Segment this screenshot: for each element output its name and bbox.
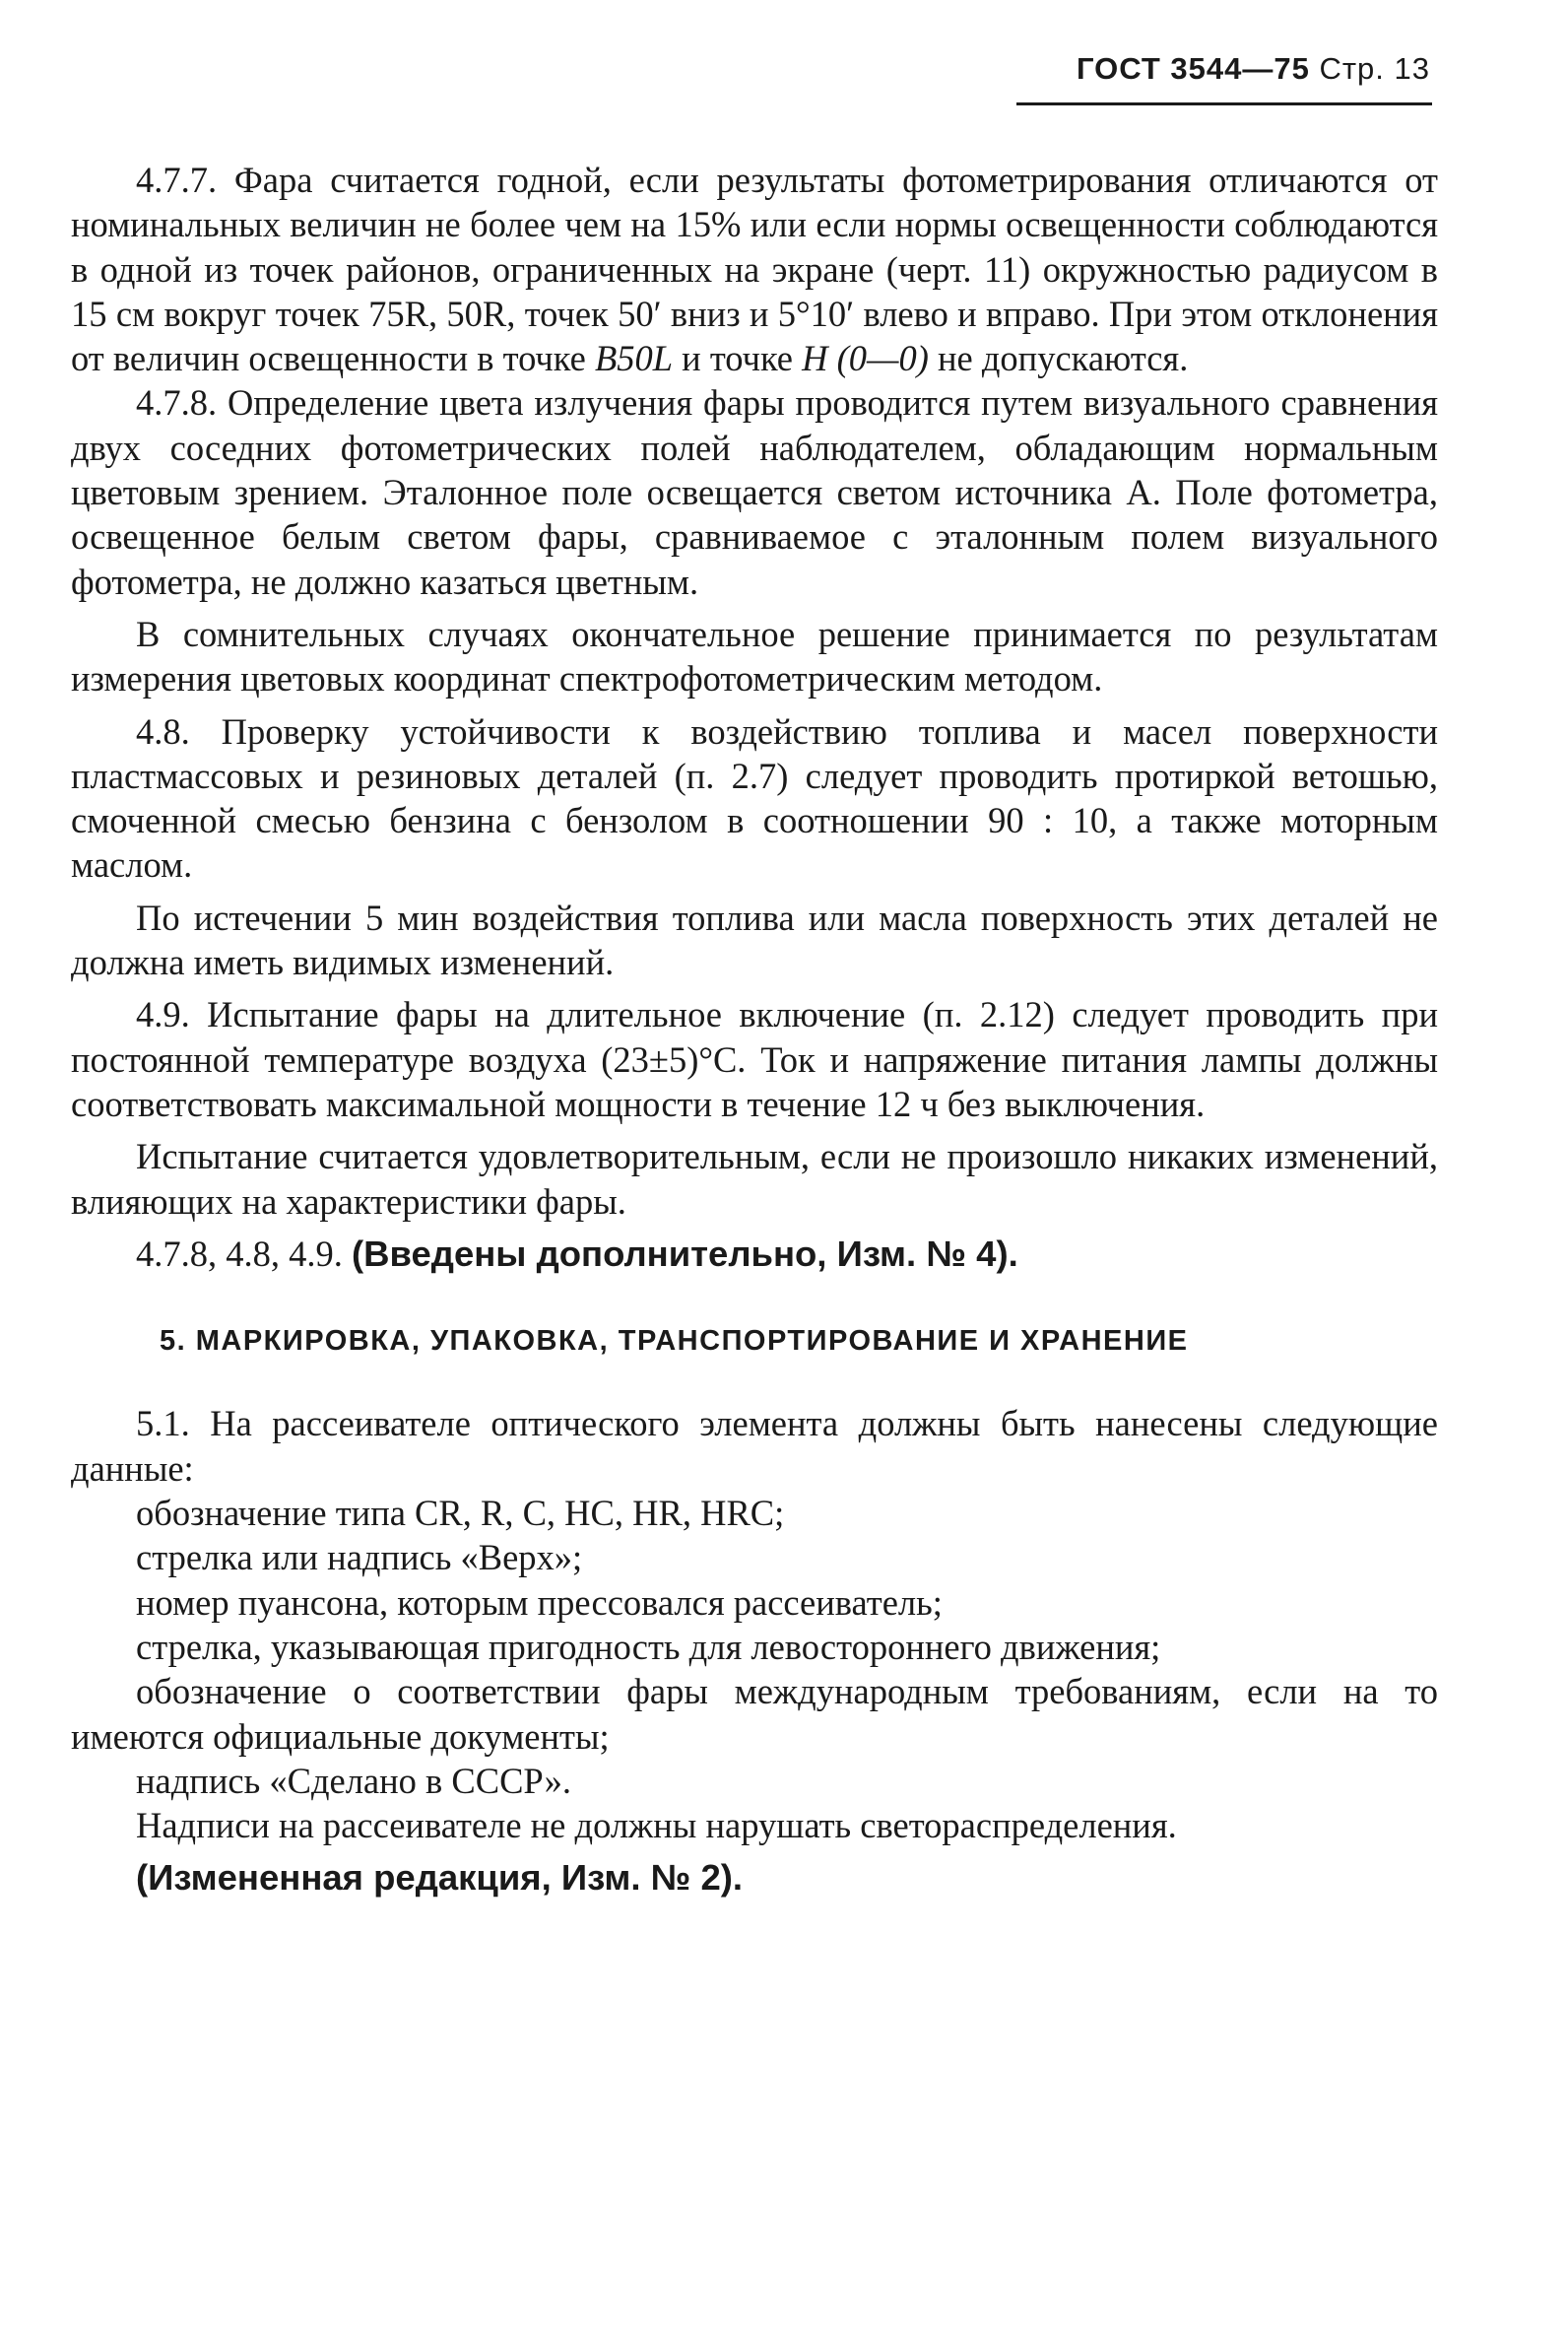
paragraph-4-8: 4.8. Проверку устойчивости к воздействию топлива и масел поверхности пластмассовых и резиновых деталей (п. 2.7) следует проводить протиркой ветошью, смоченной смесью бензина с бензолом в соотношении 90 : 10, а также моторным маслом. xyxy=(71,710,1438,886)
amendment-ref: 4.7.8, 4.8, 4.9. xyxy=(136,1233,343,1274)
list-item: номер пуансона, которым прессовался рассеиватель; xyxy=(136,1581,943,1623)
paragraph-4-8-continued: По истечении 5 мин воздействия топлива или масла поверхность этих деталей не должна иметь видимых изменений. xyxy=(71,897,1438,983)
amendment-text: (Введены дополнительно, Изм. № 4). xyxy=(352,1233,1018,1274)
list-item: обозначение о соответствии фары международным требованиям, если на то имеются официальные документы; xyxy=(71,1671,1438,1757)
list-item: обозначение типа CR, R, C, HC, HR, HRC; xyxy=(136,1493,785,1534)
standard-number: ГОСТ 3544—75 xyxy=(1076,51,1310,86)
header-rule xyxy=(1016,102,1432,105)
page-header xyxy=(1077,51,1430,87)
page-number: Стр. 13 xyxy=(1319,51,1430,86)
list-item: стрелка, указывающая пригодность для левостороннего движения; xyxy=(136,1626,1161,1667)
list-item: стрелка или надпись «Верх»; xyxy=(136,1537,583,1578)
point-h00: H (0—0) xyxy=(802,338,929,379)
list-item: надпись «Сделано в СССР». xyxy=(136,1760,572,1801)
amendment-note-4 xyxy=(71,1232,1438,1276)
paragraph-4-7-8-continued: В сомнительных случаях окончательное решение принимается по результатам измерения цветовых координат спектрофотометрическим методом. xyxy=(71,613,1438,700)
paragraph-4-9-continued: Испытание считается удовлетворительным, если не произошло никаких изменений, влияющих на характеристики фары. xyxy=(71,1136,1438,1222)
paragraph-4-7-7: 4.7.7. Фара считается годной, если результаты фотометрирования отличаются от номинальных величин не более чем на 15% или если нормы освещенности соблюдаются в одной из точек районов, ограниченных на экране (черт. 11) окружностью радиусом в 15 см вокруг точек 75R, 50R, точек 50′ вниз и 5°10′ влево и вправо. При этом отклонения от величин освещенности в точке B50L и точке H (0—0) не допускаются. xyxy=(71,160,1438,379)
section-heading-5: 5. МАРКИРОВКА, УПАКОВКА, ТРАНСПОРТИРОВАНИЕ И ХРАНЕНИЕ xyxy=(160,1325,1189,1358)
paragraph-5-1: 5.1. На рассеивателе оптического элемента должны быть нанесены следующие данные: xyxy=(71,1403,1438,1489)
paragraph-5-1-continued: Надписи на рассеивателе не должны нарушать светораспределения. xyxy=(136,1805,1177,1846)
paragraph-4-7-8: 4.7.8. Определение цвета излучения фары проводится путем визуального сравнения двух соседних фотометрических полей наблюдателем, обладающим нормальным цветовым зрением. Эталонное поле освещается светом источника А. Поле фотометра, освещенное белым светом фары, сравниваемое с эталонным полем визуального фотометра, не должно казаться цветным. xyxy=(71,382,1438,602)
point-b50l: B50L xyxy=(594,338,674,379)
document-body xyxy=(71,158,1438,1901)
amendment-note-2: (Измененная редакция, Изм. № 2). xyxy=(136,1857,744,1899)
paragraph-4-9: 4.9. Испытание фары на длительное включение (п. 2.12) следует проводить при постоянной температуре воздуха (23±5)°С. Ток и напряжение питания лампы должны соответствовать максимальной мощности в течение 12 ч без выключения. xyxy=(71,994,1438,1124)
